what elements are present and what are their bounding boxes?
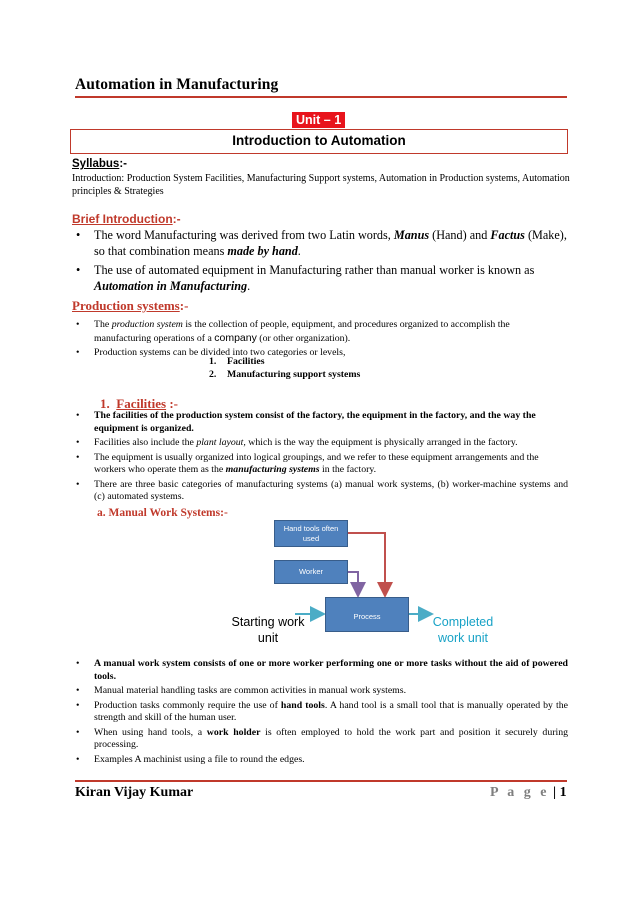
list-item: • Manual material handling tasks are common activities in manual work systems. — [72, 685, 568, 698]
list-item: • Production tasks commonly require the use of hand tools. A hand tool is a small tool that is manually operated by the strength and skill of the human user. — [72, 700, 568, 725]
footer-rule — [75, 780, 567, 782]
document-header-title: Automation in Manufacturing — [75, 76, 279, 93]
worker-arrow — [348, 572, 358, 596]
worker-box: Worker — [274, 560, 348, 584]
production-systems-heading: Production systems:- — [72, 298, 189, 313]
tools-arrow — [348, 533, 385, 596]
list-item: • The facilities of the production system consist of the factory, the equipment in the factory, and the way the equipment is organized. — [72, 410, 568, 435]
hand-tools-box: Hand tools often used — [274, 520, 348, 547]
list-item: • A manual work system consists of one or more worker performing one or more tasks without the aid of powered tools. — [72, 658, 568, 683]
brief-intro-heading: Brief Introduction:- — [72, 212, 181, 226]
list-item: • The equipment is usually organized into logical groupings, and we refer to these equipment arrangements and the workers who operate them as the manufacturing systems in the factory. — [72, 452, 568, 477]
list-item: • The word Manufacturing was derived from two Latin words, Manus (Hand) and Factus (Make), so that combination means made by hand. — [72, 227, 568, 259]
list-item: • The production system is the collection of people, equipment, and procedures organized to accomplish the manufacturing operations of a company (or other organization). — [72, 319, 568, 345]
manual-work-heading: a. Manual Work Systems:- — [97, 507, 228, 519]
completed-work-unit-label: Completed work unit — [432, 615, 494, 645]
list-item: • Production systems can be divided into two categories or levels, — [72, 347, 568, 360]
starting-work-unit-label: Starting work unit — [231, 615, 305, 645]
list-item: • There are three basic categories of manufacturing systems (a) manual work systems, (b) worker-machine systems and (c) automated systems. — [72, 479, 568, 504]
list-item: • When using hand tools, a work holder is often employed to hold the work part and position it securely during processing. — [72, 727, 568, 752]
manual-work-list — [72, 658, 568, 768]
facilities-heading: 1. Facilities :- — [100, 396, 178, 411]
list-item: • Examples A machinist using a file to round the edges. — [72, 754, 568, 767]
level-item: 2. Manufacturing support systems — [209, 369, 361, 380]
process-box: Process — [325, 597, 409, 632]
syllabus-heading: Syllabus:- — [72, 158, 127, 170]
unit-badge: Unit – 1 — [292, 112, 345, 128]
footer-page-number: P a g e | 1 — [490, 785, 567, 800]
footer-author: Kiran Vijay Kumar — [75, 785, 194, 800]
syllabus-text: Introduction: Production System Facilities, Manufacturing Support systems, Automation in Production systems, Automation principles & Strategies — [72, 173, 570, 197]
chapter-title: Introduction to Automation — [70, 129, 568, 154]
level-item: 1. Facilities — [209, 356, 265, 367]
list-item: • The use of automated equipment in Manufacturing rather than manual worker is known as Automation in Manufacturing. — [72, 262, 568, 294]
list-item: • Facilities also include the plant layout, which is the way the equipment is physically arranged in the factory. — [72, 437, 568, 450]
